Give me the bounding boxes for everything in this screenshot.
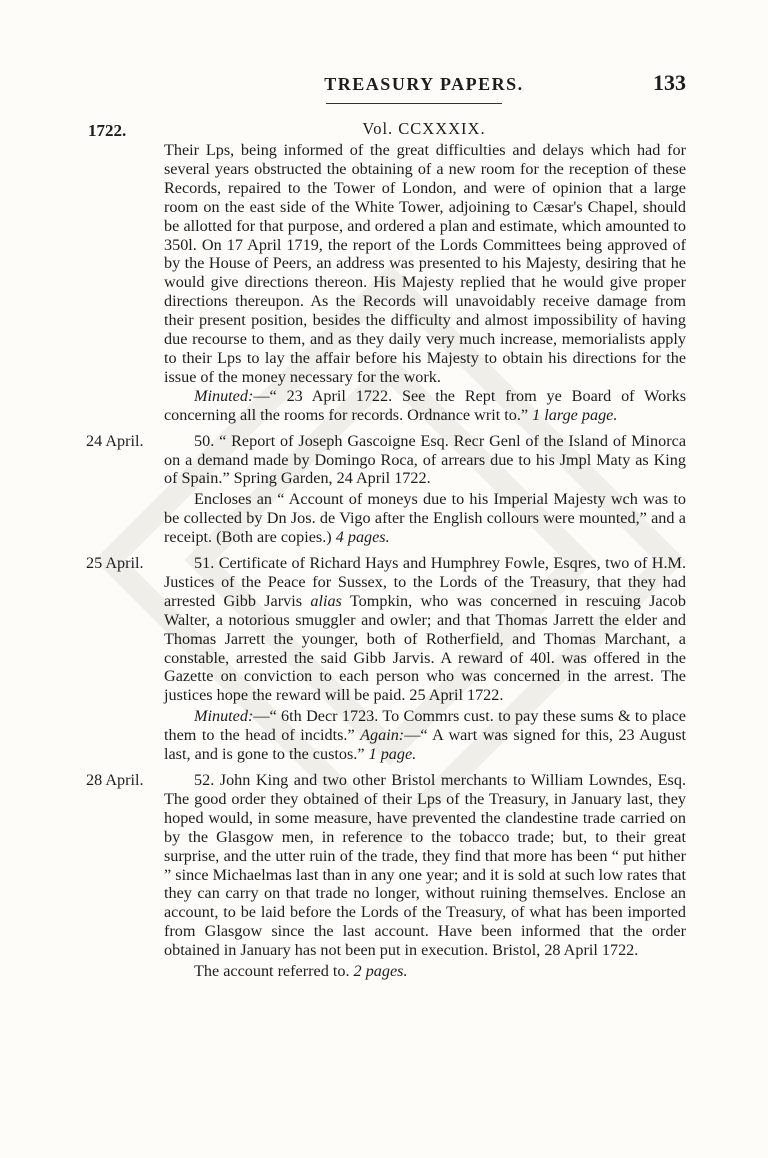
page-count: 4 pages. [335,528,390,547]
minuted-text: —“ 6th Decr 1723. To Commrs cust. to pay these sums & to place them to the head of incidts.” [164,707,686,745]
minute-note [164,707,686,764]
entry-memorial-continued [164,141,686,425]
enclosure-text: The account referred to. [194,962,350,981]
entry-enclosure [164,962,686,981]
again-label: Again: [360,726,405,745]
page-count: 1 large page. [532,405,618,424]
margin-date: 28 April. [86,771,144,789]
minuted-text: —“ 23 April 1722. See the Rept from ye Board of Works concerning all the rooms for records. Ordnance writ to.” [164,386,686,424]
entry-text: 52. John King and two other Bristol merchants to William Lowndes, Esq. The good order they obtained of their Lps of the Treasury, in January last, they hoped would, in some measure, have prevented the clandestine trade carried on by the Glasgow men, in reference to the tobacco trade; but, to their great surprise, and the utter ruin of the trade, they find that more has been “ put hither ” since Michaelmas last than in any one year; and it is sold at such low rates that they can carry on that trade no longer, without ruining themselves. Enclose an account, to be laid before the Lords of the Treasury, of what has been imported from Glasgow since the last account. Have been informed that the order obtained in January has not been put in execution. Bristol, 28 April 1722. [164,771,686,960]
header-rule [326,103,502,104]
alias-word: alias [310,591,342,610]
volume-heading: Vol. CCXXXIX. [362,119,486,138]
minute-note [164,387,686,425]
entry-text-part-a: 51. Certificate of Richard Hays and Humphrey Fowle, Esqres, two of H.M. Justices of the Peace for Sussex, to the Lords of the Treasury, that they had arrested Gibb Jarvis [164,554,686,610]
again-text: —“ A wart was signed for this, 23 August last, and is gone to the custos.” [164,726,686,764]
minuted-label: Minuted: [194,707,254,726]
running-header: TREASURY PAPERS. [324,74,524,94]
entry-text: 50. “ Report of Joseph Gascoigne Esq. Recr Genl of the Island of Minorca on a demand made by Domingo Roca, of arrears due to his Jmpl Maty as King of Spain.” Spring Garden, 24 April 1722. [164,431,686,488]
entry-50 [86,431,686,547]
entry-text-part-b: Tompkin, who was concerned in rescuing Jacob Walter, a notorious smuggler and owler; and that Thomas Jarrett the elder and Thomas Jarrett the younger, both of Rotherfield, and Thomas Marchant, a constable, arrested the said Gibb Jarvis. A reward of 40l. was offered in the Gazette on conviction to each person who was concerned in the arrest. The justices hope the reward will be paid. 25 April 1722. [164,591,686,705]
margin-date: 24 April. [86,431,144,450]
minuted-label: Minuted: [194,386,254,405]
entry-enclosure [164,490,686,547]
page-count: 2 pages. [353,962,408,981]
page-count: 1 page. [368,745,417,764]
entry-51 [86,554,686,764]
margin-date: 25 April. [86,554,144,573]
entry-52 [86,771,686,981]
memorial-paragraph: Their Lps, being informed of the great difficulties and delays which had for several years obstructed the obtaining of a new room for the reception of these Records, repaired to the Tower of London, and were of opinion that a large room on the east side of the White Tower, adjoining to Cæsar's Chapel, should be allotted for that purpose, and ordered a plan and estimate, which amounted to 350l. On 17 April 1719, the report of the Lords Committees being approved of by the House of Peers, an address was presented to his Majesty, desiring that he would give directions thereon. His Majesty replied that he would give proper directions thereupon. As the Records will unavoidably receive damage from their present position, besides the difficulty and almost impossibility of having due recourse to them, and as they daily very much increase, memorialists apply to their Lps to lay the affair before his Majesty to obtain his directions for the issue of the money necessary for the work. [164,141,686,386]
page-number: 133 [653,70,686,95]
document-body [86,141,686,981]
margin-year: 1722. [88,121,127,140]
enclosure-text: Encloses an “ Account of moneys due to his Imperial Majesty wch was to be collected by Dn Jos. de Vigo after the English collours were mounted,” and a receipt. (Both are copies.) [164,490,686,547]
entry-text [164,554,686,705]
